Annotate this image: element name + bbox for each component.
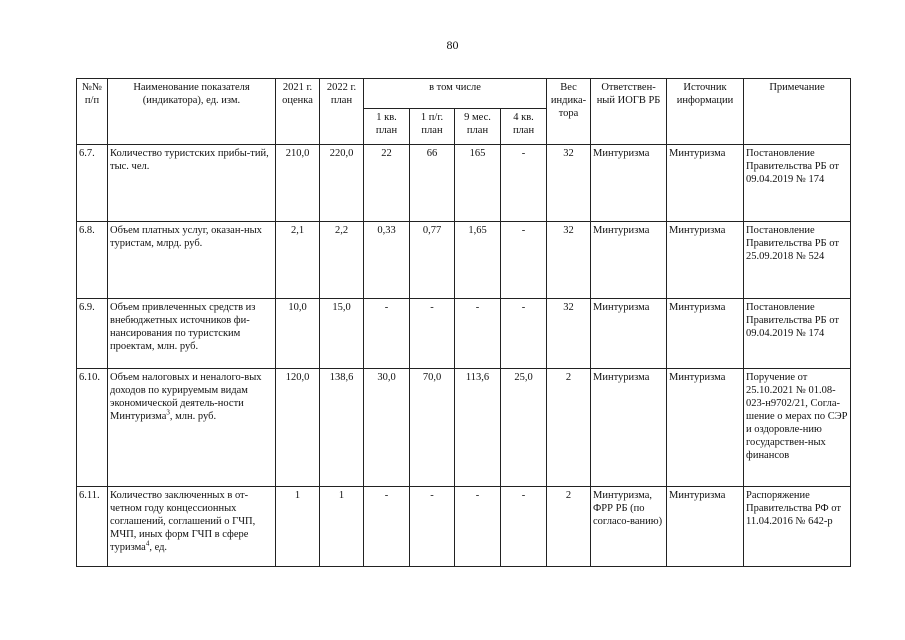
- row-h1: -: [410, 487, 455, 567]
- row-q4: -: [501, 487, 547, 567]
- row-9m: -: [455, 487, 501, 567]
- row-q4: -: [501, 222, 547, 299]
- table-row: [77, 222, 851, 299]
- row-2021: 10,0: [276, 299, 320, 369]
- row-2022: 138,6: [320, 369, 364, 487]
- row-weight: 2: [547, 369, 591, 487]
- row-h1: 0,77: [410, 222, 455, 299]
- row-q1: 22: [364, 145, 410, 222]
- row-weight: 32: [547, 299, 591, 369]
- row-2022: 220,0: [320, 145, 364, 222]
- row-source: Минтуризма: [667, 487, 744, 567]
- row-note: Распоряжение Правительства РФ от 11.04.2016 № 642-р: [744, 487, 851, 567]
- row-q1: 30,0: [364, 369, 410, 487]
- row-weight: 2: [547, 487, 591, 567]
- row-2021: 1: [276, 487, 320, 567]
- row-name: Объем платных услуг, оказан-ных туристам, млрд. руб.: [108, 222, 276, 299]
- row-note: Поручение от 25.10.2021 № 01.08-023-н9702/21, Согла-шение о мерах по СЭР и оздоровле-нию государствен-ных финансов: [744, 369, 851, 487]
- row-2022: 1: [320, 487, 364, 567]
- row-name: Объем налоговых и неналого-вых доходов по курируемым видам экономической деятель-ности Минтуризма$^3$, млн. руб.: [108, 369, 276, 487]
- table-row: [77, 145, 851, 222]
- header-h1: 1 п/г. план: [410, 109, 455, 145]
- table-row: [77, 487, 851, 567]
- page-number: 80: [446, 38, 459, 52]
- header-source: Источник информации: [667, 79, 744, 145]
- header-weight: Вес индика-тора: [547, 79, 591, 145]
- row-num: 6.9.: [77, 299, 108, 369]
- row-name: Количество туристских прибы-тий, тыс. чел.: [108, 145, 276, 222]
- row-q1: -: [364, 487, 410, 567]
- table-row: [77, 369, 851, 487]
- header-name: Наименование показателя (индикатора), ед. изм.: [108, 79, 276, 145]
- row-source: Минтуризма: [667, 299, 744, 369]
- row-weight: 32: [547, 145, 591, 222]
- table-row: [77, 299, 851, 369]
- row-weight: 32: [547, 222, 591, 299]
- row-h1: 66: [410, 145, 455, 222]
- row-name: Количество заключенных в от-четном году концессионных соглашений, соглашений о ГЧП, МЧП, иных форм ГЧП в сфере туризма$^4$, ед.: [108, 487, 276, 567]
- row-q1: -: [364, 299, 410, 369]
- row-num: 6.10.: [77, 369, 108, 487]
- row-2021: 2,1: [276, 222, 320, 299]
- row-responsible: Минтуризма: [591, 299, 667, 369]
- row-source: Минтуризма: [667, 145, 744, 222]
- row-source: Минтуризма: [667, 369, 744, 487]
- row-2021: 210,0: [276, 145, 320, 222]
- header-q1: 1 кв. план: [364, 109, 410, 145]
- row-h1: 70,0: [410, 369, 455, 487]
- header-2022: 2022 г. план: [320, 79, 364, 145]
- row-2021: 120,0: [276, 369, 320, 487]
- row-q1: 0,33: [364, 222, 410, 299]
- row-note: Постановление Правительства РБ от 25.09.2018 № 524: [744, 222, 851, 299]
- row-9m: -: [455, 299, 501, 369]
- header-responsible: Ответствен-ный ИОГВ РБ: [591, 79, 667, 145]
- table-header: [77, 79, 851, 145]
- header-note: Примечание: [744, 79, 851, 145]
- row-responsible: Минтуризма: [591, 369, 667, 487]
- row-9m: 1,65: [455, 222, 501, 299]
- row-source: Минтуризма: [667, 222, 744, 299]
- row-9m: 113,6: [455, 369, 501, 487]
- row-q4: 25,0: [501, 369, 547, 487]
- header-9m: 9 мес. план: [455, 109, 501, 145]
- row-note: Постановление Правительства РБ от 09.04.2019 № 174: [744, 145, 851, 222]
- header-2021: 2021 г. оценка: [276, 79, 320, 145]
- row-num: 6.8.: [77, 222, 108, 299]
- indicators-table: [76, 78, 851, 567]
- row-num: 6.7.: [77, 145, 108, 222]
- row-q4: -: [501, 145, 547, 222]
- row-q4: -: [501, 299, 547, 369]
- row-note: Постановление Правительства РБ от 09.04.2019 № 174: [744, 299, 851, 369]
- header-q4: 4 кв. план: [501, 109, 547, 145]
- row-h1: -: [410, 299, 455, 369]
- row-responsible: Минтуризма: [591, 145, 667, 222]
- row-9m: 165: [455, 145, 501, 222]
- row-responsible: Минтуризма: [591, 222, 667, 299]
- row-name: Объем привлеченных средств из внебюджетных источников фи-нансирования по туристским проектам, млн. руб.: [108, 299, 276, 369]
- row-2022: 2,2: [320, 222, 364, 299]
- row-2022: 15,0: [320, 299, 364, 369]
- header-num: №№ п/п: [77, 79, 108, 145]
- row-responsible: Минтуризма, ФРР РБ (по согласо-ванию): [591, 487, 667, 567]
- row-num: 6.11.: [77, 487, 108, 567]
- header-including: в том числе: [364, 79, 547, 109]
